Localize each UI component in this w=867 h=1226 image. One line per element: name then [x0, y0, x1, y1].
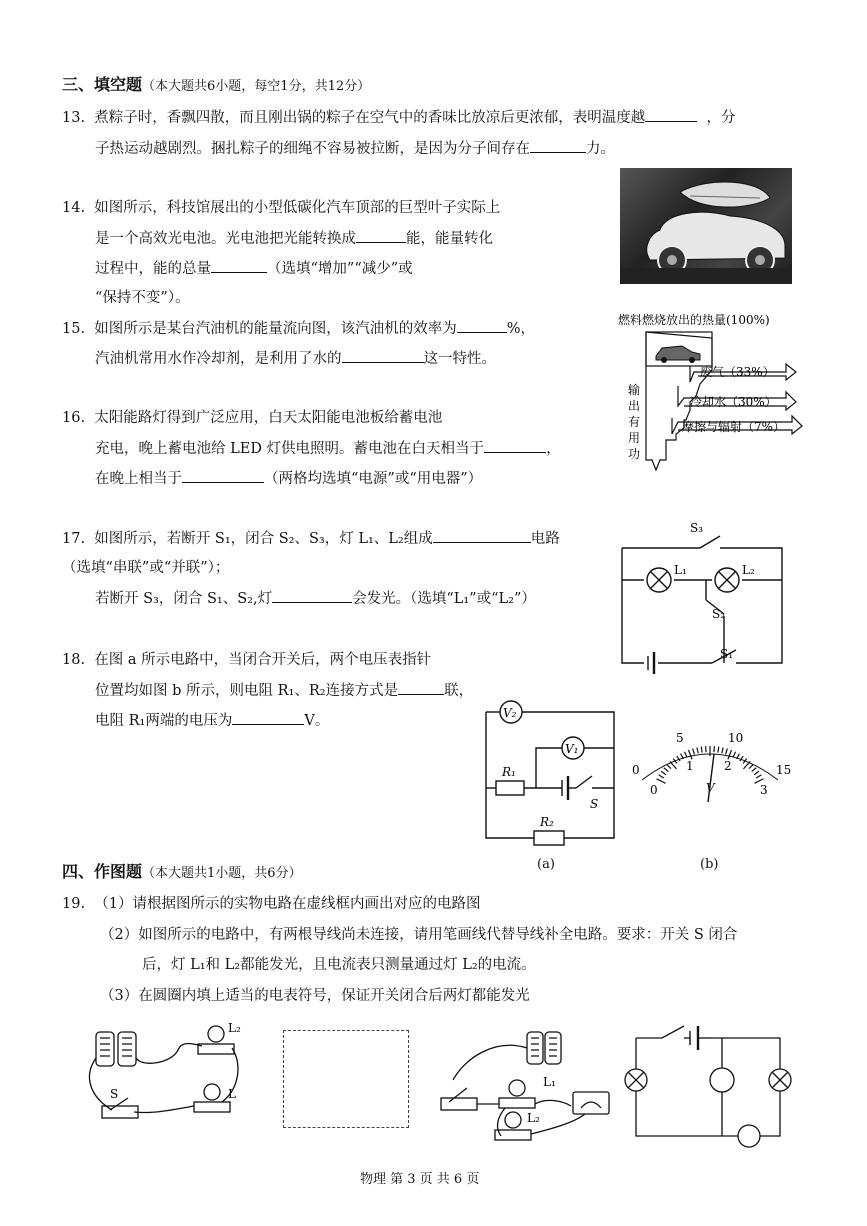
question-16-line-3: 在晚上相当于 （两格均选填“电源”或“用电器”）: [95, 468, 482, 489]
question-18-line-1: 18. 在图 a 所示电路中，当闭合开关后，两个电压表指针: [62, 652, 432, 668]
scale-tick: [684, 752, 687, 757]
scale-tick: [718, 747, 719, 753]
question-16-line-1: 16. 太阳能路灯得到广泛应用，白天太阳能电池板给蓄电池: [62, 410, 443, 426]
physical-circuit-1: [82, 1018, 252, 1128]
page-footer: 物理 第 3 页 共 6 页: [360, 1172, 480, 1187]
caption-a: (a): [537, 857, 555, 872]
scale-top-15: 15: [776, 763, 792, 777]
scale-bottom-2: 2: [724, 759, 732, 773]
question-18-line-3: 电阻 R₁两端的电压为 V。: [95, 710, 329, 731]
leaf-car-icon: [620, 168, 792, 284]
scale-top-10: 10: [728, 731, 744, 745]
scale-tick: [661, 771, 666, 774]
scale-top-0: 0: [632, 763, 640, 777]
s1-label: S₁: [720, 647, 734, 661]
l2-label: L₂: [742, 563, 755, 577]
question-13-line-1: 13. 煮粽子时，香飘四散，而且刚出锅的粽子在空气中的香味比放凉后更浓郁，表明温度越 ，分: [62, 107, 736, 128]
output-char: 功: [628, 447, 641, 461]
scale-tick: [749, 764, 753, 768]
caption-b: (b): [700, 857, 719, 872]
s-label: S: [110, 1087, 119, 1101]
r2-label: R₂: [540, 815, 554, 829]
section-4-heading: 四、作图题（本大题共1小题，共6分）: [62, 862, 302, 881]
unit-label: V: [706, 781, 715, 795]
answer-blank[interactable]: [433, 528, 531, 543]
question-17-line-1: 17. 如图所示，若断开 S₁，闭合 S₂、S₃，灯 L₁、L₂组成 电路: [62, 528, 560, 549]
question-19-part-2-line-2: 后，灯 L₁和 L₂都能发光，且电流表只测量通过灯 L₂的电流。: [142, 957, 536, 973]
s-label: S: [590, 797, 599, 811]
friction-label: 摩擦与辐射（7%）: [682, 420, 786, 434]
energy-flow-diagram: [616, 310, 816, 490]
b-l2-label: L₂: [527, 1111, 540, 1125]
scale-bottom-1: 1: [686, 759, 694, 773]
question-19-part-2-line-1: （2）如图所示的电路中，有两根导线尚未连接，请用笔画线代替导线补全电路。要求：开关 S 闭合: [100, 927, 738, 943]
scale-tick: [688, 750, 692, 759]
question-15-line-1: 15. 如图所示是某台汽油机的能量流向图，该汽油机的效率为 %，: [62, 318, 535, 339]
question-14-line-1: 14. 如图所示，科技馆展出的小型低碳化汽车顶部的巨型叶子实际上: [62, 200, 501, 216]
scale-tick: [667, 764, 671, 768]
exhaust-label: 废气（33%）: [700, 365, 775, 379]
l1-label: L₁: [674, 563, 687, 577]
answer-blank[interactable]: [356, 228, 406, 243]
answer-drawing-box[interactable]: [283, 1030, 409, 1128]
output-char: 用: [628, 431, 641, 445]
scale-tick: [733, 752, 736, 757]
answer-blank[interactable]: [484, 438, 546, 453]
energy-top-label: 燃料燃烧放出的热量(100%): [618, 313, 770, 327]
question-17-line-2: （选填“串联”或“并联”）；: [62, 560, 230, 576]
scale-tick: [726, 749, 728, 755]
scale-tick: [722, 747, 723, 753]
question-14-line-3: 过程中，能的总量 （选填“增加”“减少”或: [95, 258, 413, 279]
s3-label: S₃: [690, 521, 704, 535]
answer-blank[interactable]: [182, 468, 264, 483]
question-19-part-1: 19. （1）请根据图所示的实物电路在虚线框内画出对应的电路图: [62, 896, 481, 912]
scale-bottom-0: 0: [650, 783, 658, 797]
question-17-line-3: 若断开 S₃，闭合 S₁、S₂,灯 会发光。（选填“L₁”或“L₂”）: [95, 588, 536, 609]
v2-label: V₂: [503, 706, 517, 720]
question-14-line-2: 是一个高效光电池。光电池把光能转换成 能，能量转化: [95, 228, 493, 249]
s2-label: S₂: [712, 607, 726, 621]
answer-blank[interactable]: [232, 710, 304, 725]
answer-blank[interactable]: [530, 138, 586, 153]
scale-tick: [701, 747, 702, 753]
question-15-line-2: 汽油机常用水作冷却剂，是利用了水的 这一特性。: [95, 348, 496, 369]
r1-label: R₁: [502, 765, 516, 779]
answer-blank[interactable]: [272, 588, 352, 603]
section-3-heading: 三、填空题（本大题共6小题，每空1分，共12分）: [62, 75, 371, 94]
l2-label: L₂: [228, 1021, 241, 1035]
scale-tick: [756, 775, 761, 778]
answer-blank[interactable]: [457, 318, 507, 333]
scale-tick: [754, 771, 759, 774]
output-char: 输: [628, 383, 641, 397]
question-14-line-4: “保持不变”）。: [95, 290, 190, 306]
scale-top-5: 5: [676, 731, 684, 745]
cooling-label: 冷却水（30%）: [690, 395, 777, 409]
circuit-diagram-18a: [480, 700, 630, 870]
voltmeter-dial: [628, 728, 798, 818]
question-13-line-2: 子热运动越剧烈。捆扎粽子的细绳不容易被拉断，是因为分子间存在 力。: [95, 138, 615, 159]
scale-tick: [752, 768, 757, 772]
scale-tick: [659, 775, 664, 778]
question-16-line-2: 充电，晚上蓄电池给 LED 灯供电照明。蓄电池在白天相当于 ，: [95, 438, 561, 459]
question-19-part-3: （3）在圆圈内填上适当的电表符号，保证开关闭合后两灯都能发光: [100, 988, 530, 1004]
leaf-car-photo: [620, 168, 792, 284]
scale-tick: [664, 768, 669, 772]
answer-blank[interactable]: [211, 258, 267, 273]
b-l1-label: L₁: [543, 1075, 556, 1089]
answer-blank[interactable]: [645, 107, 697, 122]
scale-tick: [728, 750, 732, 759]
answer-blank[interactable]: [342, 348, 424, 363]
v1-label: V₁: [565, 742, 579, 756]
l-label: L: [228, 1087, 236, 1101]
scale-tick: [697, 747, 698, 753]
answer-blank[interactable]: [398, 680, 444, 695]
output-char: 有: [628, 415, 641, 429]
question-18-line-2: 位置均如图 b 所示，则电阻 R₁、R₂连接方式是 联，: [95, 680, 473, 701]
scale-tick: [657, 779, 666, 784]
schematic-circles: [626, 1018, 796, 1148]
physical-circuit-2: [435, 1018, 615, 1148]
circuit-diagram-17: [612, 518, 792, 678]
output-char: 出: [628, 399, 641, 413]
scale-bottom-3: 3: [760, 783, 768, 797]
scale-tick: [693, 749, 695, 755]
